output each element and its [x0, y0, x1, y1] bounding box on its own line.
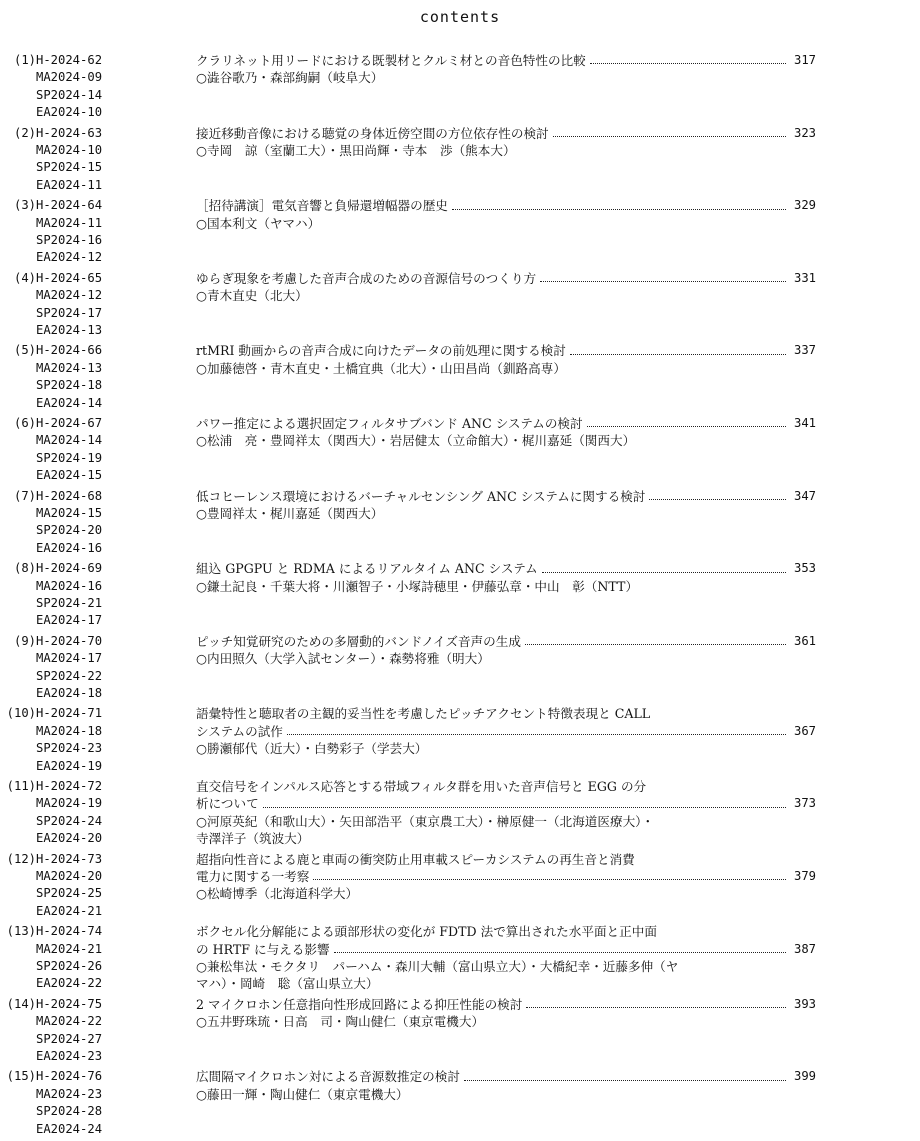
entry-title: ボクセル化分解能による頭部形状の変化が FDTD 法で算出された水平面と正中面: [196, 924, 657, 940]
paper-code: SP2024-27: [36, 1031, 103, 1046]
entry-codes: [0, 488, 190, 558]
page-number: 337: [793, 343, 816, 358]
entry-title: パワー推定による選択固定フィルタサブバンド ANC システムの検討: [196, 415, 583, 431]
page-number: 393: [793, 996, 816, 1011]
paper-code: MA2024-15: [36, 505, 103, 520]
dot-leader: [526, 1007, 786, 1008]
entry-number: (2): [13, 125, 36, 140]
paper-code: EA2024-10: [36, 105, 103, 120]
toc-entry: [0, 851, 920, 921]
entry-authors: ○勝瀬郁代（近大）・白勢彩子（学芸大）: [196, 741, 428, 757]
paper-code: H-2024-69: [36, 561, 103, 576]
toc-entry: [0, 1068, 920, 1138]
paper-code: SP2024-25: [36, 886, 103, 901]
toc-entry: [0, 342, 920, 412]
entry-authors: ○豊岡祥太・梶川嘉延（関西大）: [196, 505, 384, 521]
page-number: 329: [793, 198, 816, 213]
entry-number: (7): [13, 488, 36, 503]
entry-title: 接近移動音像における聴覚の身体近傍空間の方位依存性の検討: [196, 125, 549, 141]
paper-code: H-2024-64: [36, 198, 103, 213]
paper-code: H-2024-71: [36, 706, 103, 721]
paper-code: H-2024-73: [36, 851, 103, 866]
toc-entry: [0, 923, 920, 993]
entry-number: (4): [13, 270, 36, 285]
paper-code: H-2024-67: [36, 415, 103, 430]
entry-title: 電力に関する一考察: [196, 868, 310, 884]
entry-codes: [0, 633, 190, 703]
page-number: 323: [793, 125, 816, 140]
entry-number: (10): [6, 706, 36, 721]
toc-entry: [0, 778, 920, 848]
entry-codes: [0, 270, 190, 340]
dot-leader: [587, 426, 786, 427]
paper-code: H-2024-72: [36, 778, 103, 793]
paper-code: SP2024-26: [36, 958, 103, 973]
paper-code: SP2024-17: [36, 305, 103, 320]
paper-code: MA2024-17: [36, 651, 103, 666]
paper-code: MA2024-23: [36, 1086, 103, 1101]
entry-number: (15): [6, 1069, 36, 1084]
entry-title: ピッチ知覚研究のための多層動的バンドノイズ音声の生成: [196, 633, 521, 649]
paper-code: H-2024-66: [36, 343, 103, 358]
paper-code: MA2024-19: [36, 796, 103, 811]
entry-authors: ○国本利文（ヤマハ）: [196, 215, 321, 231]
page-number: 347: [793, 488, 816, 503]
paper-code: SP2024-14: [36, 87, 103, 102]
entry-authors: ○河原英紀（和歌山大）・矢田部浩平（東京農工大）・榊原健一（北海道医療大）・: [196, 813, 655, 829]
paper-code: MA2024-14: [36, 433, 103, 448]
entry-title: rtMRI 動画からの音声合成に向けたデータの前処理に関する検討: [196, 343, 566, 359]
paper-code: MA2024-12: [36, 288, 103, 303]
paper-code: EA2024-23: [36, 1049, 103, 1063]
toc-entry: [0, 270, 920, 340]
toc-entry: [0, 996, 920, 1066]
dot-leader: [542, 572, 786, 573]
paper-code: EA2024-21: [36, 903, 103, 918]
entry-number: (14): [6, 996, 36, 1011]
toc-entry: [0, 560, 920, 630]
entry-authors: ○五井野珠琉・日高 司・陶山健仁（東京電機大）: [196, 1014, 485, 1030]
dot-leader: [553, 136, 786, 137]
page-number: 379: [793, 868, 816, 883]
dot-leader: [334, 952, 786, 953]
entry-codes: [0, 778, 190, 848]
entry-codes: [0, 1068, 190, 1138]
paper-code: H-2024-62: [36, 53, 103, 67]
paper-code: MA2024-09: [36, 70, 103, 85]
entry-authors: マハ）・岡崎 聡（富山県立大）: [196, 976, 379, 992]
paper-code: H-2024-68: [36, 488, 103, 503]
paper-code: MA2024-18: [36, 723, 103, 738]
dot-leader: [540, 281, 786, 282]
page-number: 361: [793, 633, 816, 648]
entry-codes: [0, 851, 190, 921]
paper-code: EA2024-24: [36, 1121, 103, 1136]
entry-authors: ○加藤徳啓・青木直史・土橋宜典（北大）・山田昌尚（釧路高専）: [196, 360, 566, 376]
dot-leader: [464, 1080, 786, 1081]
paper-code: SP2024-24: [36, 813, 103, 828]
entry-number: (5): [13, 343, 36, 358]
entry-codes: [0, 923, 190, 993]
entry-codes: [0, 197, 190, 267]
paper-code: H-2024-76: [36, 1069, 103, 1084]
paper-code: H-2024-65: [36, 270, 103, 285]
paper-code: MA2024-21: [36, 941, 103, 956]
entry-authors: ○青木直史（北大）: [196, 288, 308, 304]
dot-leader: [649, 499, 786, 500]
paper-code: EA2024-20: [36, 831, 103, 846]
entry-number: (8): [13, 561, 36, 576]
entry-title: ゆらぎ現象を考慮した音声合成のための音源信号のつくり方: [196, 270, 537, 286]
entry-number: (9): [13, 633, 36, 648]
paper-code: EA2024-19: [36, 758, 103, 773]
toc-entry: [0, 52, 920, 122]
dot-leader: [263, 807, 786, 808]
entry-authors: ○松崎博季（北海道科学大）: [196, 886, 359, 902]
paper-code: EA2024-14: [36, 395, 103, 410]
paper-code: EA2024-17: [36, 613, 103, 628]
entry-codes: [0, 342, 190, 412]
entry-title: 析について: [196, 796, 259, 812]
paper-code: EA2024-11: [36, 177, 103, 192]
entry-title: 2 マイクロホン任意指向性形成回路による抑圧性能の検討: [196, 996, 523, 1012]
entry-authors: ○澁谷歌乃・森部絢嗣（岐阜大）: [196, 70, 384, 86]
paper-code: H-2024-75: [36, 996, 103, 1011]
paper-code: MA2024-10: [36, 143, 103, 157]
dot-leader: [590, 63, 786, 64]
table-of-contents: [0, 52, 920, 1141]
entry-codes: [0, 560, 190, 630]
paper-code: H-2024-74: [36, 924, 103, 939]
toc-entry: [0, 633, 920, 703]
entry-number: (12): [6, 851, 36, 866]
page-number: 331: [793, 270, 816, 285]
toc-entry: [0, 705, 920, 775]
entry-authors: ○兼松隼汰・モクタリ パーハム・森川大輔（富山県立大）・大橋紀幸・近藤多伸（ヤ: [196, 958, 679, 974]
entry-title: 低コヒーレンス環境におけるバーチャルセンシング ANC システムに関する検討: [196, 488, 646, 504]
entry-title: 超指向性音による鹿と車両の衝突防止用車載スピーカシステムの再生音と消費: [196, 851, 635, 867]
entry-number: (11): [6, 778, 36, 793]
paper-code: SP2024-20: [36, 523, 103, 538]
entry-title: の HRTF に与える影響: [196, 941, 330, 957]
entry-codes: [0, 52, 190, 122]
entry-number: (1): [13, 53, 36, 67]
entry-codes: [0, 705, 190, 775]
paper-code: EA2024-16: [36, 540, 103, 555]
entry-authors: 寺澤洋子（筑波大）: [196, 831, 310, 847]
entry-title: 語彙特性と聴取者の主観的妥当性を考慮したピッチアクセント特徴表現と CALL: [196, 706, 651, 722]
paper-code: MA2024-16: [36, 578, 103, 593]
paper-code: SP2024-22: [36, 668, 103, 683]
paper-code: MA2024-20: [36, 868, 103, 883]
paper-code: SP2024-23: [36, 741, 103, 756]
page-number: 317: [793, 53, 816, 67]
dot-leader: [525, 644, 786, 645]
paper-code: H-2024-63: [36, 125, 103, 140]
toc-entry: [0, 488, 920, 558]
toc-entry: [0, 197, 920, 267]
entry-authors: ○内田照久（大学入試センター）・森勢将雅（明大）: [196, 651, 490, 667]
toc-entry: [0, 415, 920, 485]
paper-code: SP2024-18: [36, 378, 103, 393]
entry-title: ［招待講演］電気音響と負帰還増幅器の歴史: [196, 198, 448, 214]
page-number: 353: [793, 561, 816, 576]
paper-code: MA2024-13: [36, 360, 103, 375]
page-number: 341: [793, 415, 816, 430]
page-number: 367: [793, 723, 816, 738]
paper-code: SP2024-28: [36, 1104, 103, 1119]
paper-code: EA2024-18: [36, 685, 103, 700]
entry-authors: ○松浦 亮・豊岡祥太（関西大）・岩居健太（立命館大）・梶川嘉延（関西大）: [196, 433, 636, 449]
paper-code: SP2024-16: [36, 233, 103, 247]
paper-code: EA2024-13: [36, 323, 103, 337]
paper-code: EA2024-12: [36, 250, 103, 265]
paper-code: EA2024-15: [36, 468, 103, 483]
entry-title: クラリネット用リードにおける既製材とクルミ材との音色特性の比較: [196, 53, 586, 68]
paper-code: SP2024-15: [36, 160, 103, 175]
entry-authors: ○藤田一輝・陶山健仁（東京電機大）: [196, 1086, 409, 1102]
entry-codes: [0, 415, 190, 485]
entry-number: (6): [13, 415, 36, 430]
paper-code: SP2024-21: [36, 595, 103, 610]
paper-code: MA2024-22: [36, 1014, 103, 1029]
entry-authors: ○寺岡 諒（室蘭工大）・黒田尚輝・寺本 渉（熊本大）: [196, 143, 516, 158]
dot-leader: [570, 354, 786, 355]
entry-title: 広間隔マイクロホン対による音源数推定の検討: [196, 1069, 460, 1085]
dot-leader: [287, 734, 786, 735]
entry-title: システムの試作: [196, 723, 283, 739]
entry-number: (3): [13, 198, 36, 213]
paper-code: EA2024-22: [36, 976, 103, 991]
page-number: 373: [793, 796, 816, 811]
entry-authors: ○鎌土記良・千葉大将・川瀬智子・小塚詩穂里・伊藤弘章・中山 彰（NTT）: [196, 578, 639, 594]
paper-code: H-2024-70: [36, 633, 103, 648]
entry-title: 組込 GPGPU と RDMA によるリアルタイム ANC システム: [196, 561, 538, 577]
paper-code: SP2024-19: [36, 450, 103, 465]
toc-entry: [0, 125, 920, 195]
entry-codes: [0, 996, 190, 1066]
entry-title: 直交信号をインパルス応答とする帯域フィルタ群を用いた音声信号と EGG の分: [196, 778, 647, 794]
page-number: 399: [793, 1069, 816, 1084]
dot-leader: [452, 209, 786, 210]
dot-leader: [313, 879, 786, 880]
entry-number: (13): [6, 924, 36, 939]
paper-code: MA2024-11: [36, 215, 103, 230]
page-number: 387: [793, 941, 816, 956]
entry-codes: [0, 125, 190, 195]
page-title: contents: [419, 8, 501, 26]
